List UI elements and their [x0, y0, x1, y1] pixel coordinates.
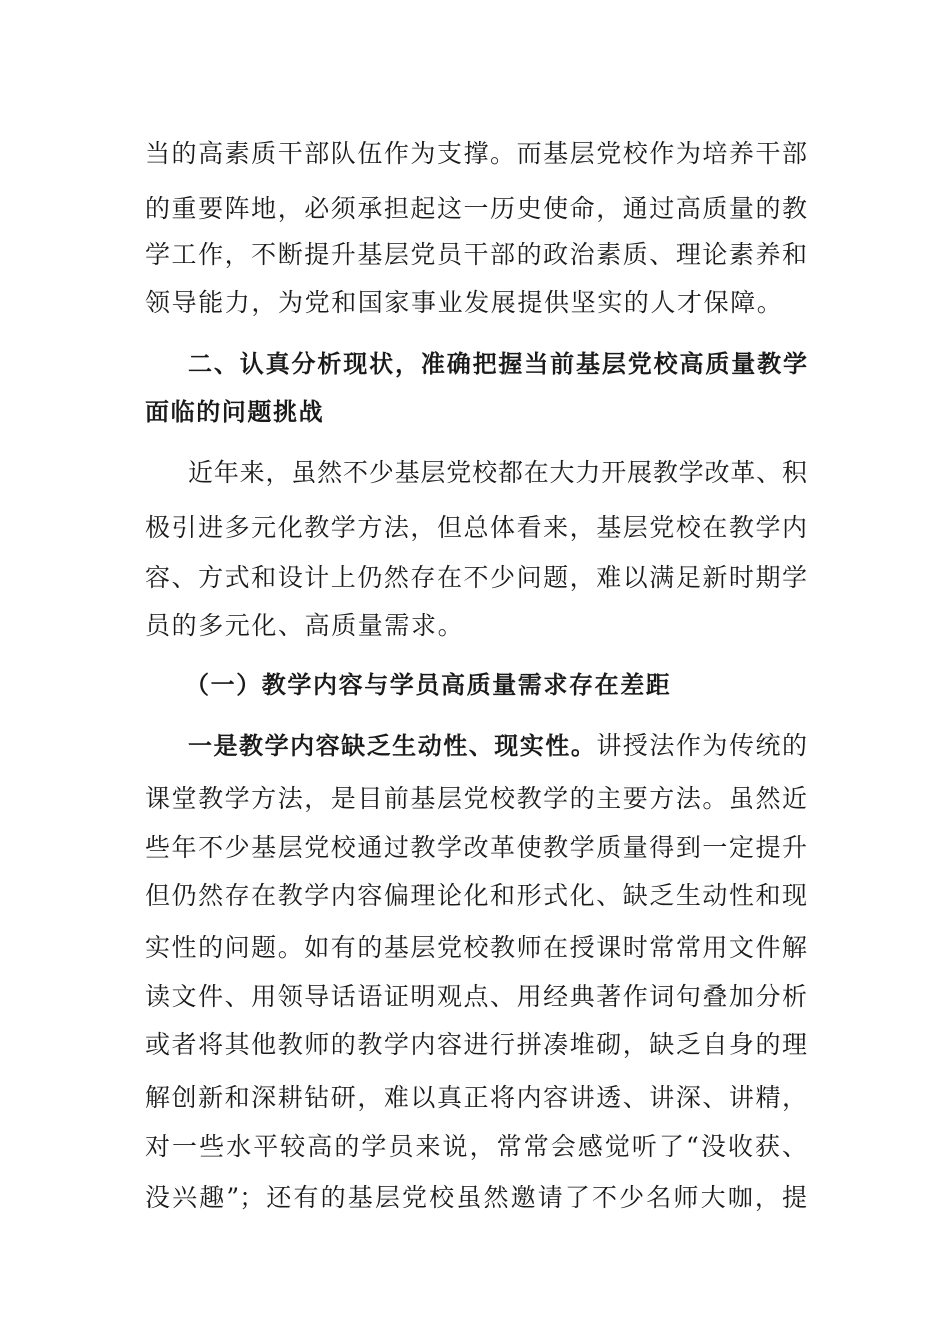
paragraph-line: 近年来，虽然不少基层党校都在大力开展教学改革、积 — [188, 458, 807, 487]
section-heading: 二、认真分析现状，准确把握当前基层党校高质量教学 — [188, 350, 807, 378]
subsection-heading: （一）教学内容与学员高质量需求存在差距 — [185, 671, 672, 699]
paragraph-line: 当的高素质干部队伍作为支撑。而基层党校作为培养干部 — [145, 139, 807, 168]
paragraph-line: 但仍然存在教学内容偏理论化和形式化、缺乏生动性和现 — [145, 881, 807, 910]
paragraph-line: 对一些水平较高的学员来说，常常会感觉听了“没收获、 — [145, 1132, 807, 1161]
paragraph-line — [188, 728, 807, 764]
paragraph-line: 些年不少基层党校通过教学改革使教学质量得到一定提升 — [145, 833, 807, 862]
paragraph-line: 学工作，不断提升基层党员干部的政治素质、理论素养和 — [145, 240, 807, 269]
paragraph-line: 解创新和深耕钻研，难以真正将内容讲透、讲深、讲精， — [145, 1083, 807, 1112]
paragraph-line: 或者将其他教师的教学内容进行拼凑堆砌，缺乏自身的理 — [145, 1030, 807, 1059]
lead-sentence: 一是教学内容缺乏生动性、现实性。 — [188, 732, 597, 760]
paragraph-line: 员的多元化、高质量需求。 — [145, 611, 465, 640]
paragraph-line: 领导能力，为党和国家事业发展提供坚实的人才保障。 — [145, 288, 784, 317]
paragraph-line: 实性的问题。如有的基层党校教师在授课时常常用文件解 — [145, 933, 807, 962]
lead-rest: 讲授法作为传统的 — [596, 731, 807, 760]
paragraph-line: 课堂教学方法，是目前基层党校教学的主要方法。虽然近 — [145, 784, 807, 813]
paragraph-line: 的重要阵地，必须承担起这一历史使命，通过高质量的教 — [145, 194, 807, 223]
section-heading: 面临的问题挑战 — [145, 398, 325, 426]
paragraph-line: 读文件、用领导话语证明观点、用经典著作词句叠加分析 — [145, 982, 807, 1011]
paragraph-line: 容、方式和设计上仍然存在不少问题，难以满足新时期学 — [145, 563, 807, 592]
paragraph-line: 没兴趣”；还有的基层党校虽然邀请了不少名师大咖，提 — [145, 1183, 807, 1212]
paragraph-line: 极引进多元化教学方法，但总体看来，基层党校在教学内 — [145, 513, 807, 542]
